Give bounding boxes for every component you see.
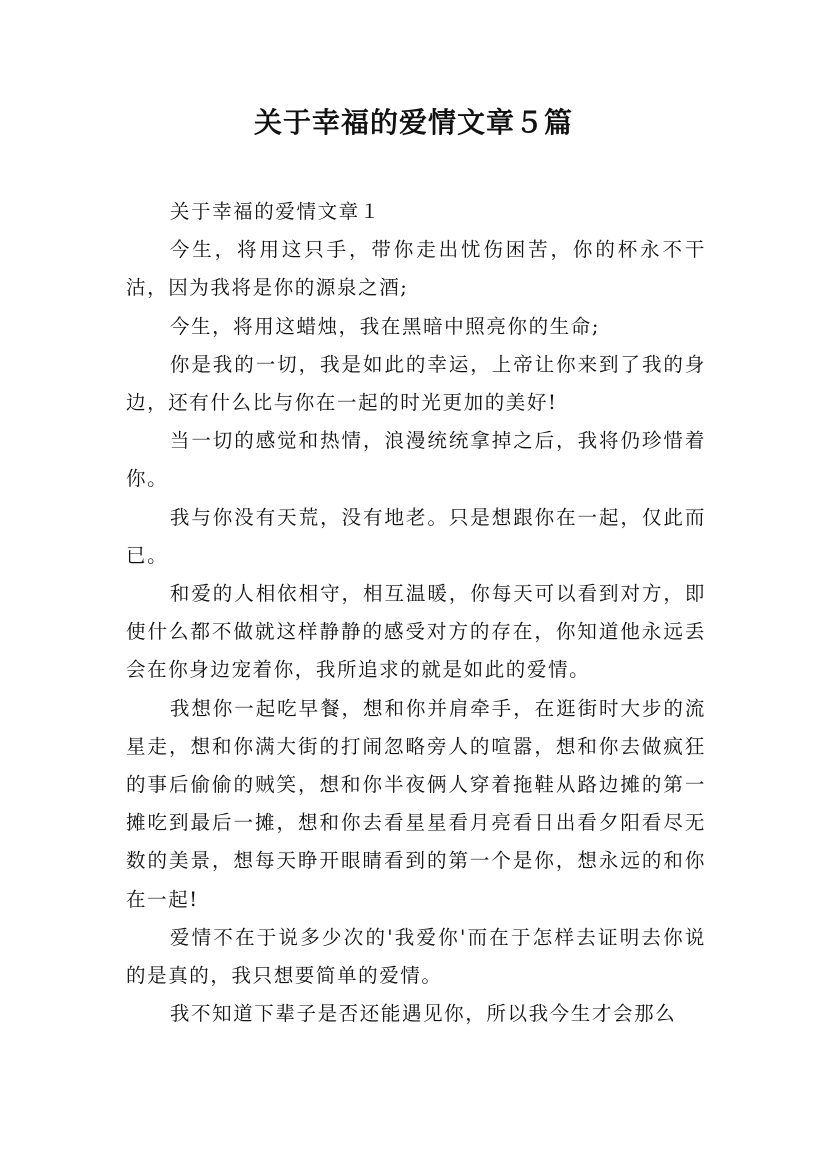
paragraph: 我不知道下辈子是否还能遇见你，所以我今生才会那么 bbox=[169, 1002, 677, 1026]
paragraph: 我与你没有天荒，没有地老。只是想跟你在一起，仅此而已。 bbox=[126, 505, 706, 567]
document-body bbox=[126, 193, 706, 1033]
paragraph: 和爱的人相依相守，相互温暖，你每天可以看到对方，即使什么都不做就这样静静的感受对方的存在，你知道他永远丢会在你身边宠着你，我所追求的就是如此的爱情。 bbox=[126, 582, 706, 682]
paragraph: 爱情不在于说多少次的'我爱你'而在于怎样去证明去你说的是真的，我只想要简单的爱情。 bbox=[126, 925, 706, 988]
paragraph-section-heading: 关于幸福的爱情文章１ bbox=[169, 200, 381, 223]
paragraph: 当一切的感觉和热情，浪漫统统拿掉之后，我将仍珍惜着你。 bbox=[126, 429, 706, 491]
paragraph: 你是我的一切，我是如此的幸运，上帝让你来到了我的身边，还有什么比与你在一起的时光更加的美好! bbox=[126, 352, 706, 415]
paragraph: 今生，将用这蜡烛，我在黑暗中照亮你的生命; bbox=[169, 314, 601, 338]
paragraph: 我想你一起吃早餐，想和你并肩牵手，在逛街时大步的流星走，想和你满大街的打闹忽略旁人的喧嚣，想和你去做疯狂的事后偷偷的贼笑，想和你半夜俩人穿着拖鞋从路边摊的第一摊吃到最后一摊，想和你去看星星看月亮看日出看夕阳看尽无数的美景，想每天睁开眼睛看到的第一个是你，想永远的和你在一起! bbox=[126, 696, 706, 911]
paragraph: 今生，将用这只手，带你走出忧伤困苦，你的杯永不干沽，因为我将是你的源泉之酒; bbox=[126, 238, 706, 300]
document-title: 关于幸福的爱情文章５篇 bbox=[253, 106, 573, 139]
